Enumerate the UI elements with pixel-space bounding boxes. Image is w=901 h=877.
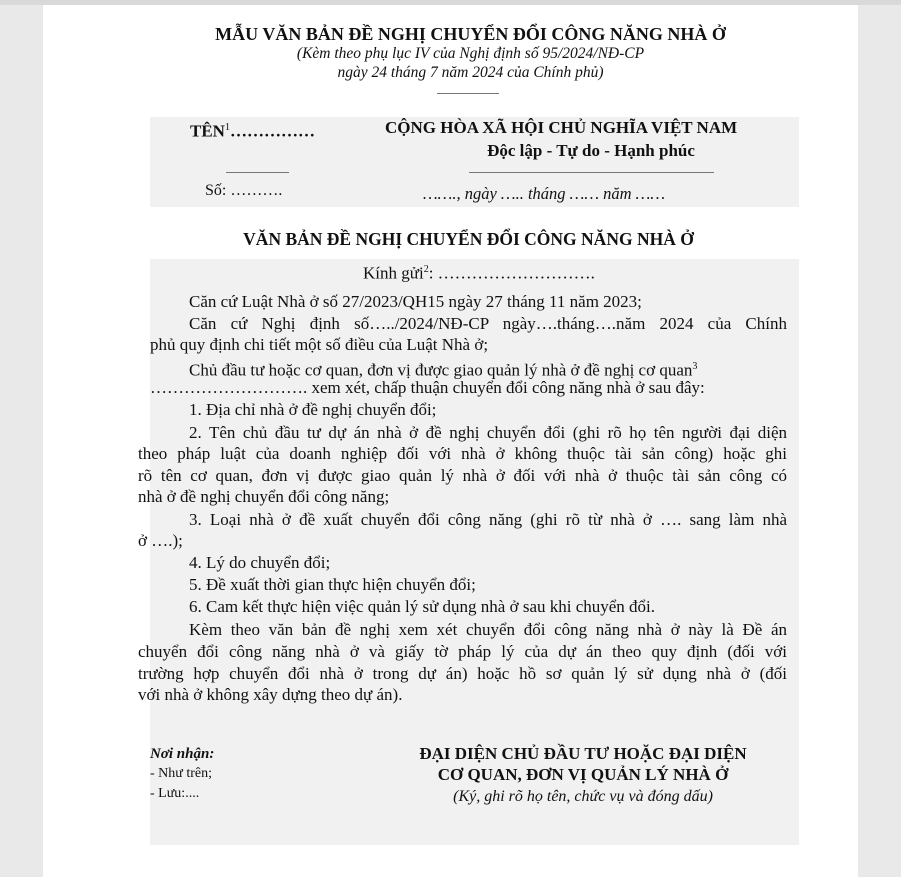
item-3-line-2: ở ….); [138, 531, 183, 550]
document-title: VĂN BẢN ĐỀ NGHỊ CHUYỂN ĐỔI CÔNG NĂNG NHÀ Ở [243, 229, 694, 249]
recipients-line-2: - Lưu:.... [150, 786, 200, 801]
document-number: Số: ………. [205, 182, 283, 199]
salutation-label: Kính gửi [363, 263, 424, 283]
item-1: 1. Địa chỉ nhà ở đề nghị chuyển đổi; [189, 400, 437, 419]
request-line-2: ………………………. xem xét, chấp thuận chuyển đổi công năng nhà ở sau đây: [150, 378, 705, 397]
form-subtitle-line-2: ngày 24 tháng 7 năm 2024 của Chính phủ) [337, 64, 604, 81]
item-2-line-1: 2. Tên chủ đầu tư dự án nhà ở đề nghị chuyển đổi (ghi rõ họ tên người đại diện [189, 423, 787, 442]
footnote-ref-1: 1 [224, 122, 230, 133]
divider-left [226, 172, 289, 173]
salutation-blank: : ………………………. [428, 263, 595, 283]
item-2-line-4: nhà ở đề nghị chuyển đổi công năng; [138, 487, 390, 506]
signature-note: (Ký, ghi rõ họ tên, chức vụ và đóng dấu) [453, 788, 713, 805]
attachment-line-3: trường hợp chuyển đổi nhà ở trong dự án) hoặc hồ sơ quản lý sử dụng nhà ở (đối [138, 664, 787, 683]
item-6: 6. Cam kết thực hiện việc quản lý sử dụng nhà ở sau khi chuyển đổi. [189, 597, 656, 616]
legal-basis-1: Căn cứ Luật Nhà ở số 27/2023/QH15 ngày 27 tháng 11 năm 2023; [189, 292, 642, 311]
attachment-line-1: Kèm theo văn bản đề nghị xem xét chuyển đổi công năng nhà ở này là Đề án [189, 620, 787, 639]
national-title: CỘNG HÒA XÃ HỘI CHỦ NGHĨA VIỆT NAM [385, 118, 738, 137]
item-4: 4. Lý do chuyển đổi; [189, 553, 331, 572]
organization-name-label: TÊN [190, 121, 225, 141]
organization-name [190, 118, 315, 142]
item-5: 5. Đề xuất thời gian thực hiện chuyển đổi; [189, 575, 476, 594]
divider-right [469, 172, 714, 173]
organization-name-blank: …………… [229, 121, 315, 141]
request-line-1-text: Chủ đầu tư hoặc cơ quan, đơn vị được giao quản lý nhà ở đề nghị cơ quan [189, 360, 693, 380]
national-motto: Độc lập - Tự do - Hạnh phúc [487, 141, 695, 160]
divider-top [437, 93, 499, 94]
item-3-line-1: 3. Loại nhà ở đề xuất chuyển đổi công năng (ghi rõ từ nhà ở …. sang làm nhà [189, 510, 787, 529]
signature-title-line-2: CƠ QUAN, ĐƠN VỊ QUẢN LÝ NHÀ Ở [437, 765, 729, 784]
signature-title-line-1: ĐẠI DIỆN CHỦ ĐẦU TƯ HOẶC ĐẠI DIỆN [419, 744, 747, 763]
attachment-line-2: chuyển đổi công năng nhà ở và giấy tờ pháp lý của dự án theo quy định (đối với [138, 642, 787, 661]
salutation [363, 260, 595, 284]
legal-basis-2-line-1: Căn cứ Nghị định số…../2024/NĐ-CP ngày….tháng….năm 2024 của Chính [189, 314, 787, 333]
attachment-line-4: với nhà ở không xây dựng theo dự án). [138, 685, 403, 704]
recipients-heading: Nơi nhận: [150, 746, 215, 762]
document-page [43, 5, 858, 877]
form-title: MẪU VĂN BẢN ĐỀ NGHỊ CHUYỂN ĐỔI CÔNG NĂNG NHÀ Ở [215, 24, 726, 44]
item-2-line-3: rõ tên cơ quan, đơn vị được giao quản lý nhà ở đối với nhà ở thuộc tài sản công có [138, 466, 787, 485]
place-date-line: ……., ngày ….. tháng …… năm …… [423, 184, 666, 203]
item-2-line-2: theo pháp luật của doanh nghiệp đối với nhà ở không thuộc tài sản công) hoặc ghi [138, 444, 787, 463]
footnote-ref-3: 3 [692, 361, 698, 372]
form-subtitle-line-1: (Kèm theo phụ lục IV của Nghị định số 95/2024/NĐ-CP [296, 45, 645, 62]
recipients-line-1: - Như trên; [150, 766, 213, 781]
footnote-ref-2: 2 [423, 264, 429, 275]
legal-basis-2-line-2: phủ quy định chi tiết một số điều của Luật Nhà ở; [150, 335, 489, 354]
